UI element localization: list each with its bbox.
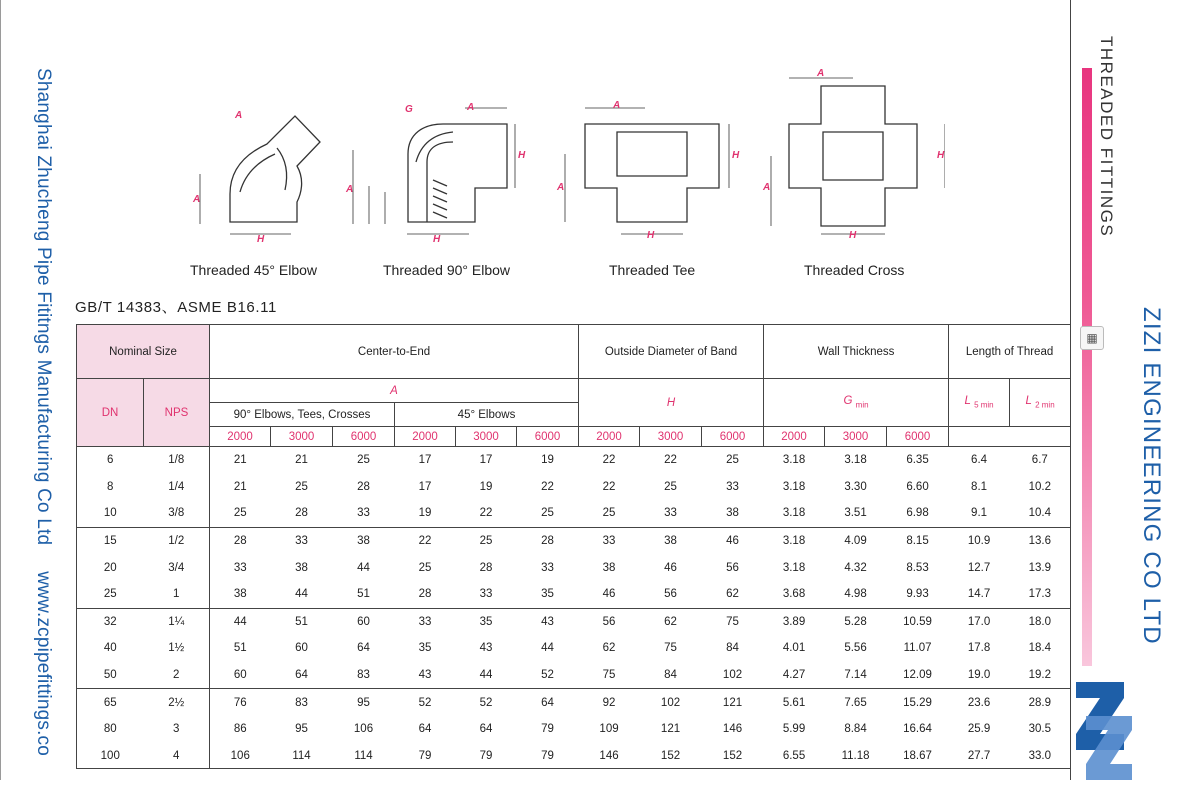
- h-symbol: H: [579, 379, 764, 427]
- dn-cell: 32: [77, 608, 144, 635]
- value-cell: 28: [210, 527, 271, 554]
- class-header: 2000: [764, 427, 825, 447]
- value-cell: 19: [418, 507, 432, 520]
- value-cell: 28: [295, 507, 308, 520]
- value-cell: 19.0: [967, 669, 991, 682]
- value-cell: 51: [233, 642, 247, 655]
- thread-length-header: Length of Thread: [949, 325, 1071, 379]
- pink-accent-bar: [1082, 68, 1092, 666]
- value-cell: 3.18: [764, 447, 825, 474]
- value-cell: 44: [295, 588, 308, 601]
- value-cell: 95: [333, 689, 395, 716]
- value-cell: 6.55: [782, 749, 806, 762]
- value-cell: 38: [333, 527, 395, 554]
- value-cell: 17: [395, 447, 456, 474]
- value-cell: 79: [541, 723, 554, 736]
- value-cell: 18.4: [1010, 635, 1071, 662]
- dn-cell: 25: [77, 581, 144, 608]
- value-cell: 38: [602, 561, 616, 574]
- dn-cell: 20: [77, 554, 144, 581]
- dn-header: DN: [77, 379, 144, 447]
- value-cell: 79: [418, 749, 432, 762]
- table-row: [77, 662, 1071, 689]
- page-edge: [0, 0, 1, 780]
- nps-cell: 1½: [144, 635, 210, 662]
- value-cell: 44: [479, 669, 493, 682]
- nps-cell: 2: [144, 662, 210, 689]
- elbow-90-drawing: [408, 124, 507, 222]
- class-header: 6000: [887, 427, 949, 447]
- value-cell: 3.30: [844, 480, 867, 493]
- fittings-drawings: [185, 62, 945, 252]
- dim-a-cross-top: A: [817, 68, 825, 79]
- value-cell: 76: [210, 689, 271, 716]
- value-cell: 33: [541, 561, 554, 574]
- right-divider: [1070, 0, 1071, 780]
- value-cell: 60: [295, 642, 308, 655]
- value-cell: 152: [722, 749, 743, 762]
- value-cell: 17.0: [949, 608, 1010, 635]
- value-cell: 18.67: [903, 749, 932, 762]
- value-cell: 6.35: [887, 447, 949, 474]
- nps-cell: 1/8: [144, 447, 210, 474]
- value-cell: 64: [295, 669, 308, 682]
- l2-letter: L: [1025, 395, 1032, 408]
- value-cell: 33: [395, 608, 456, 635]
- value-cell: 8.53: [906, 561, 929, 574]
- zizi-logo-icon: [1072, 676, 1136, 780]
- value-cell: 52: [395, 689, 456, 716]
- value-cell: 3.18: [764, 527, 825, 554]
- value-cell: 86: [233, 723, 247, 736]
- value-cell: 22: [479, 507, 493, 520]
- value-cell: 25: [418, 561, 432, 574]
- value-cell: 17.3: [1010, 581, 1071, 608]
- dim-a-90-top: A: [467, 102, 475, 113]
- value-cell: 62: [726, 588, 739, 601]
- value-cell: 4.01: [782, 642, 806, 655]
- value-cell: 64: [479, 723, 493, 736]
- dn-cell: 15: [77, 527, 144, 554]
- value-cell: 51: [357, 588, 370, 601]
- dim-a-90: A: [346, 184, 354, 195]
- value-cell: 102: [640, 689, 702, 716]
- dn-cell: 100: [77, 743, 144, 770]
- dim-h-cross-bottom: H: [849, 230, 857, 241]
- value-cell: 152: [660, 749, 681, 762]
- value-cell: 6.98: [906, 507, 929, 520]
- value-cell: 92: [579, 689, 640, 716]
- value-cell: 10.59: [887, 608, 949, 635]
- value-cell: 75: [602, 669, 616, 682]
- value-cell: 25: [702, 447, 764, 474]
- value-cell: 106: [353, 723, 374, 736]
- value-cell: 14.7: [967, 588, 991, 601]
- dim-a-45: A: [193, 194, 201, 205]
- value-cell: 25: [456, 527, 517, 554]
- value-cell: 33: [726, 480, 739, 493]
- table-row: [77, 608, 1071, 635]
- class-header: 6000: [517, 427, 579, 447]
- value-cell: 52: [541, 669, 554, 682]
- value-cell: 13.9: [1010, 554, 1071, 581]
- nps-cell: 1/2: [144, 527, 210, 554]
- value-cell: 83: [271, 689, 333, 716]
- side-company-name: Shanghai Zhucheng Pipe Fititngs Manufacturing Co Ltd: [33, 68, 54, 546]
- value-cell: 10.9: [949, 527, 1010, 554]
- value-cell: 46: [702, 527, 764, 554]
- outside-diameter-header: Outside Diameter of Band: [579, 325, 764, 379]
- value-cell: 33: [233, 561, 247, 574]
- nps-cell: 2½: [144, 689, 210, 716]
- value-cell: 84: [726, 642, 739, 655]
- tee-drawing: [585, 124, 719, 222]
- value-cell: 25.9: [967, 723, 991, 736]
- value-cell: 3.18: [782, 561, 806, 574]
- nps-cell: 4: [144, 743, 210, 770]
- g-min-sub: min: [855, 400, 869, 410]
- nps-cell: 1: [144, 581, 210, 608]
- value-cell: 22: [541, 480, 554, 493]
- value-cell: 44: [541, 642, 554, 655]
- table-row: [77, 635, 1071, 662]
- value-cell: 75: [664, 642, 677, 655]
- value-cell: 62: [602, 642, 616, 655]
- value-cell: 25: [602, 507, 616, 520]
- value-cell: 79: [541, 749, 554, 762]
- value-cell: 64: [357, 642, 370, 655]
- value-cell: 46: [602, 588, 616, 601]
- l5-min-symbol: [949, 379, 1010, 427]
- value-cell: 6.7: [1010, 447, 1071, 474]
- value-cell: 15.29: [887, 689, 949, 716]
- value-cell: 56: [579, 608, 640, 635]
- value-cell: 22: [579, 447, 640, 474]
- l5-letter: L: [964, 395, 971, 408]
- value-cell: 38: [233, 588, 247, 601]
- value-cell: 38: [295, 561, 308, 574]
- table-row: [77, 689, 1071, 716]
- class-header: 6000: [702, 427, 764, 447]
- value-cell: 11.18: [841, 749, 870, 762]
- wall-thickness-header: Wall Thickness: [764, 325, 949, 379]
- value-cell: 38: [640, 527, 702, 554]
- dn-cell: 6: [77, 447, 144, 474]
- value-cell: 3.68: [782, 588, 806, 601]
- dn-cell: 65: [77, 689, 144, 716]
- section-title: THREADED FITTINGS: [1097, 36, 1116, 238]
- table-row: [77, 527, 1071, 554]
- table-row: [77, 581, 1071, 608]
- value-cell: 25: [233, 507, 247, 520]
- value-cell: 62: [640, 608, 702, 635]
- l5-sub: 5 min: [974, 400, 994, 410]
- l2-min-symbol: [1010, 379, 1071, 427]
- value-cell: 109: [599, 723, 619, 736]
- elbow-45-drawing: [230, 116, 320, 222]
- value-cell: 21: [233, 480, 247, 493]
- value-cell: 33: [357, 507, 370, 520]
- value-cell: 114: [354, 749, 373, 762]
- value-cell: 28: [479, 561, 493, 574]
- dim-a-tee: A: [557, 182, 565, 193]
- value-cell: 33.0: [1010, 743, 1071, 770]
- value-cell: 4.27: [782, 669, 806, 682]
- dn-cell: 40: [77, 635, 144, 662]
- nps-cell: 3: [144, 716, 210, 743]
- table-row: [77, 474, 1071, 501]
- value-cell: 64: [418, 723, 432, 736]
- elbows-90-header: 90° Elbows, Tees, Crosses: [210, 403, 395, 427]
- value-cell: 3.51: [844, 507, 867, 520]
- value-cell: 33: [479, 588, 493, 601]
- dim-h-90-side: H: [518, 150, 526, 161]
- value-cell: 79: [479, 749, 493, 762]
- value-cell: 51: [271, 608, 333, 635]
- center-to-end-header: Center-to-End: [210, 325, 579, 379]
- value-cell: 8.84: [844, 723, 867, 736]
- value-cell: 9.93: [906, 588, 929, 601]
- value-cell: 43: [517, 608, 579, 635]
- dn-cell: 8: [77, 474, 144, 501]
- value-cell: 21: [271, 447, 333, 474]
- l2-sub: 2 min: [1035, 400, 1055, 410]
- value-cell: 5.28: [825, 608, 887, 635]
- value-cell: 43: [479, 642, 493, 655]
- table-row: [77, 554, 1071, 581]
- value-cell: 19.2: [1010, 662, 1071, 689]
- dn-cell: 80: [77, 716, 144, 743]
- value-cell: 33: [664, 507, 677, 520]
- table-row: [77, 716, 1071, 743]
- table-row: [77, 500, 1071, 527]
- value-cell: 28: [357, 480, 370, 493]
- value-cell: 33: [579, 527, 640, 554]
- qr-code-icon[interactable]: ▦: [1080, 326, 1104, 350]
- dim-g-90: G: [405, 104, 413, 115]
- side-website[interactable]: www.zcpipefittings.co: [33, 571, 54, 757]
- value-cell: 30.5: [1010, 716, 1071, 743]
- value-cell: 56: [726, 561, 739, 574]
- nps-cell: 3/4: [144, 554, 210, 581]
- caption-tee: Threaded Tee: [609, 262, 696, 278]
- value-cell: 44: [210, 608, 271, 635]
- nps-cell: 1¼: [144, 608, 210, 635]
- value-cell: 16.64: [903, 723, 932, 736]
- value-cell: 10.4: [1010, 500, 1071, 527]
- value-cell: 44: [357, 561, 370, 574]
- value-cell: 23.6: [949, 689, 1010, 716]
- value-cell: 25: [541, 507, 554, 520]
- cross-drawing: [789, 86, 917, 226]
- value-cell: 27.7: [967, 749, 991, 762]
- dimensions-table: [76, 324, 1071, 769]
- table-bottom-rule: [76, 768, 1070, 769]
- value-cell: 25: [333, 447, 395, 474]
- value-cell: 10.2: [1010, 474, 1071, 501]
- value-cell: 3.18: [782, 480, 806, 493]
- a-symbol: A: [210, 379, 579, 403]
- value-cell: 146: [722, 723, 743, 736]
- dim-h-tee-bottom: H: [647, 230, 655, 241]
- value-cell: 38: [726, 507, 739, 520]
- value-cell: 25: [664, 480, 677, 493]
- value-cell: 19: [517, 447, 579, 474]
- dim-h-45: H: [257, 234, 265, 245]
- caption-90-elbow: Threaded 90° Elbow: [383, 262, 511, 278]
- value-cell: 83: [357, 669, 370, 682]
- value-cell: 4.09: [825, 527, 887, 554]
- value-cell: 11.07: [903, 642, 932, 655]
- dim-h-90: H: [433, 234, 441, 245]
- side-company-text: [30, 68, 54, 788]
- value-cell: 60: [233, 669, 247, 682]
- value-cell: 25: [295, 480, 308, 493]
- value-cell: 146: [599, 749, 619, 762]
- value-cell: 114: [292, 749, 311, 762]
- value-cell: 43: [418, 669, 432, 682]
- value-cell: 95: [295, 723, 308, 736]
- value-cell: 84: [664, 669, 677, 682]
- table-row: [77, 447, 1071, 474]
- value-cell: 102: [722, 669, 743, 682]
- nominal-size-header: Nominal Size: [77, 325, 210, 379]
- value-cell: 28.9: [1010, 689, 1071, 716]
- class-header: 2000: [395, 427, 456, 447]
- class-header: 3000: [640, 427, 702, 447]
- nps-cell: 1/4: [144, 474, 210, 501]
- value-cell: 60: [333, 608, 395, 635]
- value-cell: 33: [271, 527, 333, 554]
- value-cell: 3.89: [764, 608, 825, 635]
- value-cell: 106: [230, 749, 250, 762]
- value-cell: 28: [517, 527, 579, 554]
- value-cell: 8.15: [887, 527, 949, 554]
- value-cell: 17: [456, 447, 517, 474]
- dn-cell: 50: [77, 662, 144, 689]
- value-cell: 35: [418, 642, 432, 655]
- elbows-45-header: 45° Elbows: [395, 403, 579, 427]
- nps-cell: 3/8: [144, 500, 210, 527]
- value-cell: 4.98: [844, 588, 867, 601]
- value-cell: 12.7: [967, 561, 991, 574]
- class-header: 3000: [825, 427, 887, 447]
- value-cell: 3.18: [782, 507, 806, 520]
- company-name: ZIZI ENGINEERING CO LTD: [1138, 307, 1165, 645]
- value-cell: 46: [664, 561, 677, 574]
- caption-cross: Threaded Cross: [804, 262, 905, 278]
- nps-header: NPS: [144, 379, 210, 447]
- value-cell: 5.99: [782, 723, 806, 736]
- value-cell: 35: [541, 588, 554, 601]
- dim-h-cross: H: [937, 150, 945, 161]
- value-cell: 3.18: [825, 447, 887, 474]
- value-cell: 64: [517, 689, 579, 716]
- value-cell: 13.6: [1010, 527, 1071, 554]
- value-cell: 22: [640, 447, 702, 474]
- value-cell: 8.1: [971, 480, 988, 493]
- dim-a-tee-top: A: [613, 100, 621, 111]
- value-cell: 56: [664, 588, 677, 601]
- value-cell: 12.09: [903, 669, 932, 682]
- value-cell: 17: [418, 480, 432, 493]
- class-header: 6000: [333, 427, 395, 447]
- class-header: 2000: [210, 427, 271, 447]
- value-cell: 52: [456, 689, 517, 716]
- standard-reference: GB/T 14383、ASME B16.11: [75, 299, 277, 316]
- value-cell: 17.8: [967, 642, 991, 655]
- class-header: 3000: [456, 427, 517, 447]
- class-header: 2000: [579, 427, 640, 447]
- caption-45-elbow: Threaded 45° Elbow: [190, 262, 318, 278]
- dn-cell: 10: [77, 500, 144, 527]
- value-cell: 22: [602, 480, 616, 493]
- g-symbol: G: [843, 395, 853, 408]
- value-cell: 5.56: [844, 642, 867, 655]
- value-cell: 4.32: [844, 561, 867, 574]
- table-row: [77, 743, 1071, 770]
- value-cell: 22: [395, 527, 456, 554]
- value-cell: 21: [210, 447, 271, 474]
- value-cell: 9.1: [971, 507, 988, 520]
- class-header: 3000: [271, 427, 333, 447]
- value-cell: 121: [660, 723, 681, 736]
- g-min-symbol: [764, 379, 949, 427]
- value-cell: 35: [456, 608, 517, 635]
- value-cell: 18.0: [1010, 608, 1071, 635]
- value-cell: 19: [479, 480, 493, 493]
- dim-a-45-top: A: [235, 110, 243, 121]
- value-cell: 6.60: [906, 480, 929, 493]
- value-cell: 121: [702, 689, 764, 716]
- dim-h-tee: H: [732, 150, 740, 161]
- value-cell: 28: [418, 588, 432, 601]
- value-cell: 75: [702, 608, 764, 635]
- value-cell: 6.4: [949, 447, 1010, 474]
- value-cell: 7.14: [844, 669, 867, 682]
- value-cell: 5.61: [764, 689, 825, 716]
- dim-a-cross: A: [763, 182, 771, 193]
- value-cell: 7.65: [825, 689, 887, 716]
